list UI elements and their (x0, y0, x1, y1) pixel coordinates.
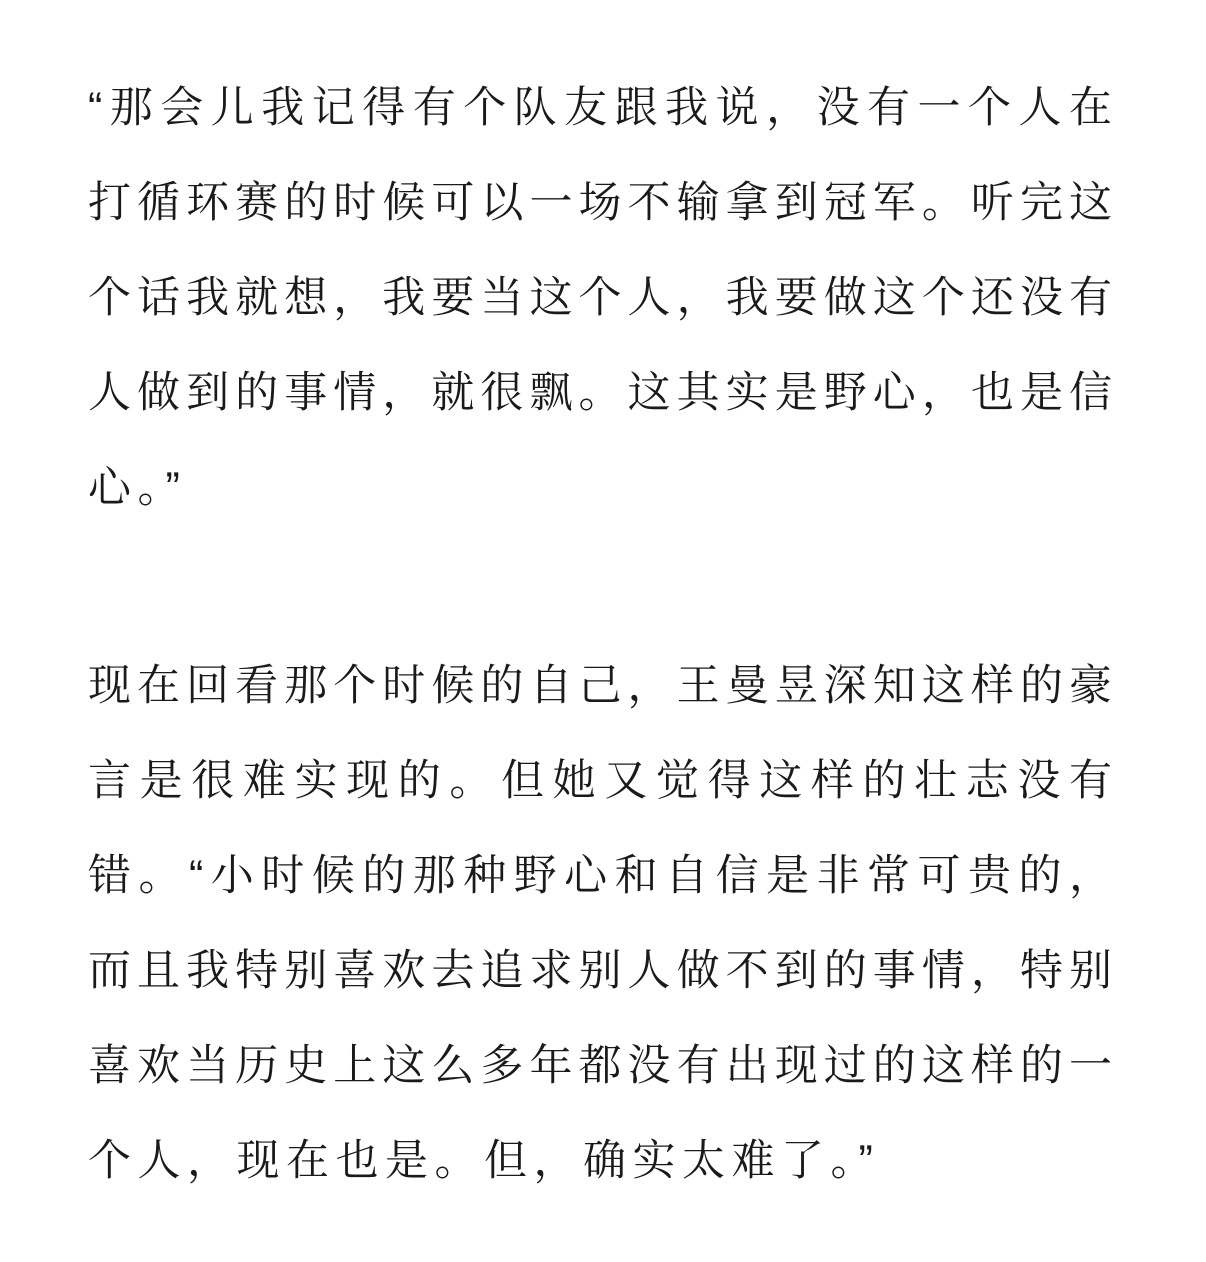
text-line: 喜欢当历史上这么多年都没有出现过的这样的一 (88, 1042, 1118, 1090)
text-line: 言是很难实现的。但她又觉得这样的壮志没有 (88, 757, 1118, 805)
text-line: “那会儿我记得有个队友跟我说，没有一个人在 (88, 84, 1118, 132)
text-line: 个话我就想，我要当这个人，我要做这个还没有 (88, 274, 1118, 322)
text-line: 错。“小时候的那种野心和自信是非常可贵的， (88, 852, 1118, 900)
paragraph (88, 61, 1118, 536)
text-line: 打循环赛的时候可以一场不输拿到冠军。听完这 (88, 179, 1118, 227)
text-line: 心。” (88, 464, 187, 512)
text-line: 个人，现在也是。但，确实太难了。” (88, 1137, 880, 1185)
text-line: 而且我特别喜欢去追求别人做不到的事情，特别 (88, 947, 1118, 995)
text-line: 现在回看那个时候的自己，王曼昱深知这样的豪 (88, 662, 1118, 710)
paragraph (88, 639, 1118, 1209)
text-line: 人做到的事情，就很飘。这其实是野心，也是信 (88, 369, 1118, 417)
